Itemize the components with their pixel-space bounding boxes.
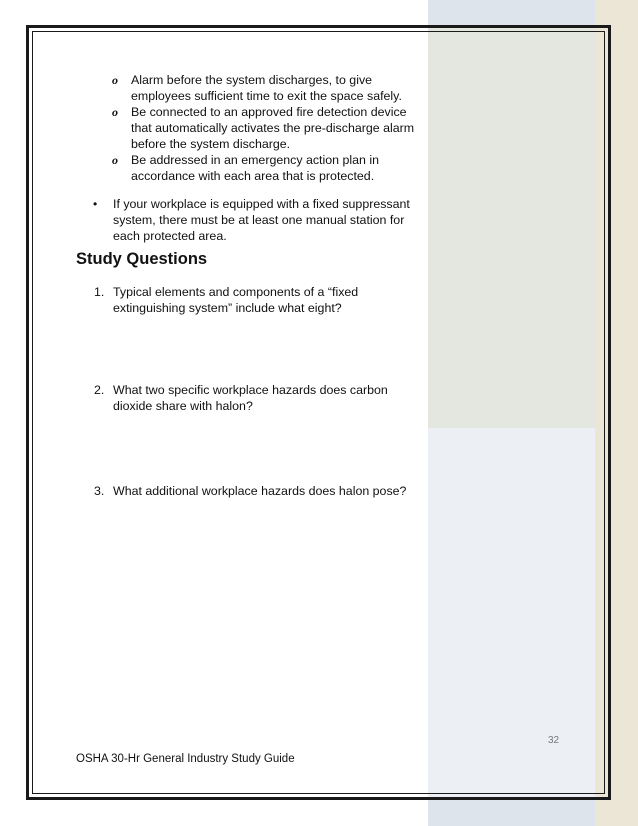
question-number: 2. (94, 383, 105, 397)
question-number: 1. (94, 285, 105, 299)
question-line: extinguishing system” include what eight? (113, 301, 342, 315)
page-number: 32 (548, 735, 560, 746)
question-line: What additional workplace hazards does halon pose? (113, 484, 407, 498)
question-number: 3. (94, 484, 105, 498)
sidebar-top-strip (428, 0, 595, 25)
sub-bullet-marker: o (112, 73, 118, 87)
sidebar-bottom-strip (428, 800, 595, 826)
question-line: What two specific workplace hazards does carbon (113, 383, 388, 397)
footer-text: OSHA 30-Hr General Industry Study Guide (76, 753, 295, 765)
bullet-line: If your workplace is equipped with a fixed suppressant (113, 197, 410, 211)
sub-bullet-line: that automatically activates the pre-discharge alarm (131, 121, 415, 135)
section-heading: Study Questions (76, 250, 208, 268)
sub-bullet-line: accordance with each area that is protected. (131, 169, 375, 183)
bullet-marker: • (93, 197, 98, 211)
sub-bullet-marker: o (112, 153, 118, 167)
question-line: dioxide share with halon? (113, 399, 253, 413)
sub-bullet-line: employees sufficient time to exit the space safely. (131, 89, 402, 103)
bullet-line: each protected area. (113, 229, 227, 243)
question-line: Typical elements and components of a “fixed (113, 285, 359, 299)
sub-bullet-line: Alarm before the system discharges, to give (131, 73, 373, 87)
sub-bullet-marker: o (112, 105, 118, 119)
sub-bullet-line: before the system discharge. (131, 137, 291, 151)
sub-bullet-line: Be connected to an approved fire detection device (131, 105, 407, 119)
sub-bullet-line: Be addressed in an emergency action plan in (131, 153, 379, 167)
bullet-line: system, there must be at least one manual station for (113, 213, 405, 227)
